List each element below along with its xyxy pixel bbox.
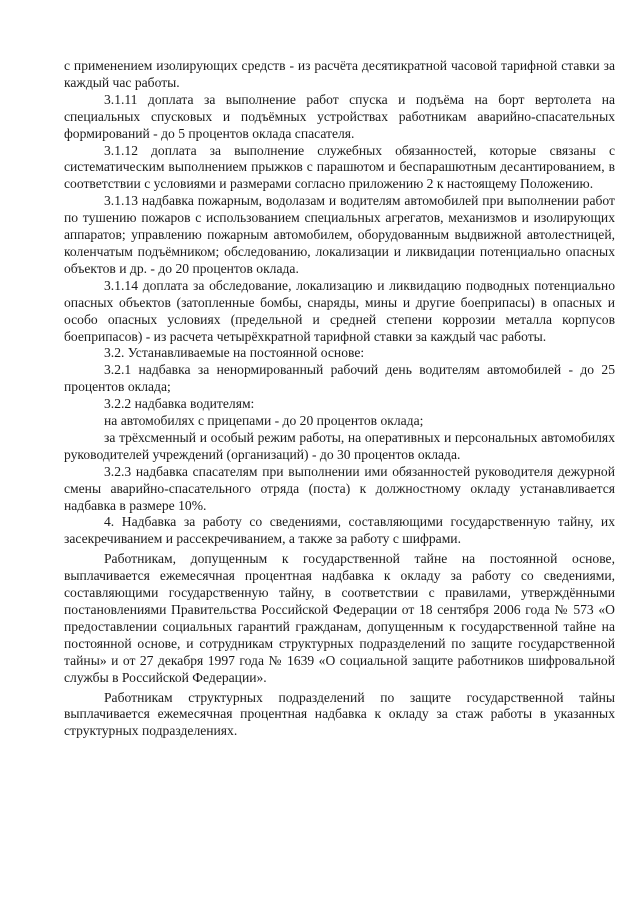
paragraph-3-2: 3.2. Устанавливаемые на постоянной основе: (104, 345, 365, 361)
paragraph-3-1-11: 3.1.11 доплата за выполнение работ спуска и подъёма на борт вертолета на специальных спусковых и подъёмных устройствах работникам аварийно-спасательных формирований - до 5 процентов оклада спасателя. (64, 91, 615, 141)
paragraph-shift-mode: за трёхсменный и особый режим работы, на оперативных и персональных автомобилях руководителей учреждений (организаций) - до 30 процентов оклада. (64, 429, 615, 462)
paragraph-3-1-12: 3.1.12 доплата за выполнение служебных обязанностей, которые связаны с систематическим выполнением прыжков с парашютом и беспарашютным десантированием, в соответствии с условиями и размерами согласно приложению 2 к настоящему Положению. (64, 142, 615, 192)
paragraph-structural-units: Работникам структурных подразделений по защите государственной тайны выплачивается ежемесячная процентная надбавка к окладу за стаж работы в указанных структурных подразделениях. (64, 689, 615, 739)
paragraph-trailers: на автомобилях с прицепами - до 20 процентов оклада; (104, 413, 424, 429)
paragraph-3-1-14: 3.1.14 доплата за обследование, локализацию и ликвидацию подводных потенциально опасных объектов (затопленные бомбы, снаряды, мины и другие боеприпасы) в опасных и особо опасных условиях (предельной и средней степени коррозии металла корпусов боеприпасов) - из расчета четырёхкратной тарифной ставки за каждый час работы. (64, 277, 615, 344)
paragraph-section-4: 4. Надбавка за работу со сведениями, составляющими государственную тайну, их засекречиванием и рассекречиванием, а также за работу с шифрами. (64, 514, 615, 547)
document-page (64, 58, 615, 740)
paragraph-continuation: с применением изолирующих средств - из расчёта десятикратной часовой тарифной ставки за каждый час работы. (64, 58, 615, 90)
paragraph-state-secret: Работникам, допущенным к государственной тайне на постоянной основе, выплачивается ежемесячная процентная надбавка к окладу за работу со сведениями, составляющими государственную тайну, в соответствии с правилами, утверждёнными постановлениями Правительства Российской Федерации от 18 сентября 2006 года № 573 «О предоставлении социальных гарантий гражданам, допущенным к государственной тайне на постоянной основе, и сотрудникам структурных подразделений по защите государственной тайны» и от 27 декабря 1997 года № 1639 «О социальной защите работников шифровальной службы в Российской Федерации». (64, 551, 615, 685)
paragraph-3-2-1: 3.2.1 надбавка за ненормированный рабочий день водителям автомобилей - до 25 процентов оклада; (64, 362, 615, 395)
paragraph-3-2-2: 3.2.2 надбавка водителям: (104, 396, 255, 412)
paragraph-3-2-3: 3.2.3 надбавка спасателям при выполнении ими обязанностей руководителя дежурной смены аварийно-спасательного отряда (поста) к должностному окладу устанавливается надбавка в размере 10%. (64, 463, 615, 513)
paragraph-3-1-13: 3.1.13 надбавка пожарным, водолазам и водителям автомобилей при выполнении работ по тушению пожаров с использованием специальных агрегатов, механизмов и изолирующих аппаратов; управлению пожарным автомобилем, оборудованным выдвижной автолестницей, коленчатым подъёмником; обследованию, локализации и ликвидации потенциально опасных объектов и др. - до 20 процентов оклада. (64, 193, 615, 276)
